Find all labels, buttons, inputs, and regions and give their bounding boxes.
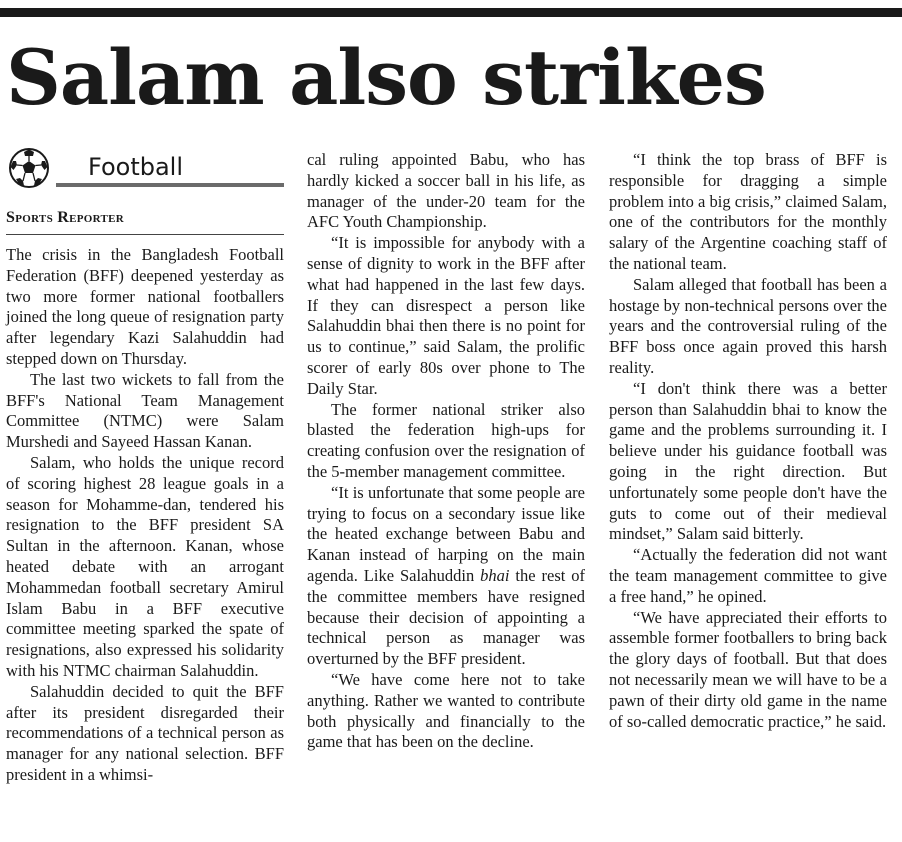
paragraph: “I think the top brass of BFF is responsible for dragging a simple problem into a big crisis,” claimed Salam, one of the contributors for the monthly salary of the Argentine coaching staff of the national team. xyxy=(609,150,887,273)
paragraph: The last two wickets to fall from the BFF's National Team Management Committee (NTMC) were Salam Murshedi and Sayeed Hassan Kanan. xyxy=(6,369,284,452)
paragraph: “It is impossible for anybody with a sense of dignity to work in the BFF after what had happened in the last few days. If they can disrespect a person like Salahuddin bhai then there is no point for us to continue,” said Salam, the prolific scorer of early 80s over phone to The Daily Star. xyxy=(307,233,585,398)
paragraph: Salam alleged that football has been a hostage by non-technical persons over the years and the controversial ruling of the BFF boss once again proved this harsh reality. xyxy=(609,274,887,377)
paragraph: Salahuddin decided to quit the BFF after its president disregarded their recommendations of a technical person as manager for any national selection. BFF president in a whimsi- xyxy=(6,681,284,784)
paragraph-text: “It is unfortunate that some people are trying to focus on a secondary issue like the heated exchange between Babu and Kanan instead of harping on the main agenda. Like Salahuddin xyxy=(307,482,585,585)
paragraph: The former national striker also blasted the federation high-ups for creating confusion over the resignation of the 5-member management committee. xyxy=(307,399,585,481)
paragraph: The crisis in the Bangladesh Football Federation (BFF) deepened yesterday as two more former national footballers joined the long queue of resignation party after legendary Kazi Salahuddin had stepped down on Thursday. xyxy=(6,245,284,368)
paragraph: Salam, who holds the unique record of scoring highest 28 league goals in a season for Mohamme-dan, tendered his resignation to the BFF president SA Sultan in the afternoon. Kanan, whose heated debate with an arrogant Mohammedan football secretary Amirul Islam Babu in a BFF executive committee meeting sparked the spate of resignations, also expressed his solidarity with his NTMC chairman Salahuddin. xyxy=(6,452,284,680)
section-rubric xyxy=(6,147,284,191)
byline: Sports Reporter xyxy=(6,209,125,226)
rubric-bar xyxy=(56,183,284,187)
paragraph-text: the rest of the committee members have resigned because their decision of appointing a technical person as manager was overturned by the BFF president. xyxy=(307,565,586,669)
section-label: Football xyxy=(88,153,184,181)
soccer-ball-icon xyxy=(8,147,50,189)
paragraph: “We have come here not to take anything. Rather we wanted to contribute both physically and financially to the game that has been on the decline. xyxy=(307,669,585,752)
top-rule xyxy=(0,8,902,17)
italic-word: bhai xyxy=(480,565,510,585)
article-column-3 xyxy=(609,150,887,732)
byline-rule xyxy=(6,234,284,235)
paragraph: cal ruling appointed Babu, who has hardly kicked a soccer ball in his life, as manager of the under-20 team for the AFC Youth Championship. xyxy=(307,150,585,232)
paragraph: “I don't think there was a better person than Salahuddin bhai to know the game and the problems surrounding it. I believe under his guidance football was going in the right direction. But unfortunately some people don't have the guts to come out of their medieval mindset,” Salam said bitterly. xyxy=(609,378,887,544)
paragraph: “Actually the federation did not want the team management committee to give a free hand,” he opined. xyxy=(609,545,887,606)
paragraph xyxy=(307,483,585,670)
headline: Salam also strikes xyxy=(6,33,766,122)
article-column-2 xyxy=(307,150,585,753)
paragraph: “We have appreciated their efforts to assemble former footballers to bring back the glory days of football. But that does not necessarily mean we will have to be a pawn of their dirty old game in the name of so-called democratic practice,” he said. xyxy=(609,607,887,731)
article-column-1 xyxy=(6,245,284,786)
